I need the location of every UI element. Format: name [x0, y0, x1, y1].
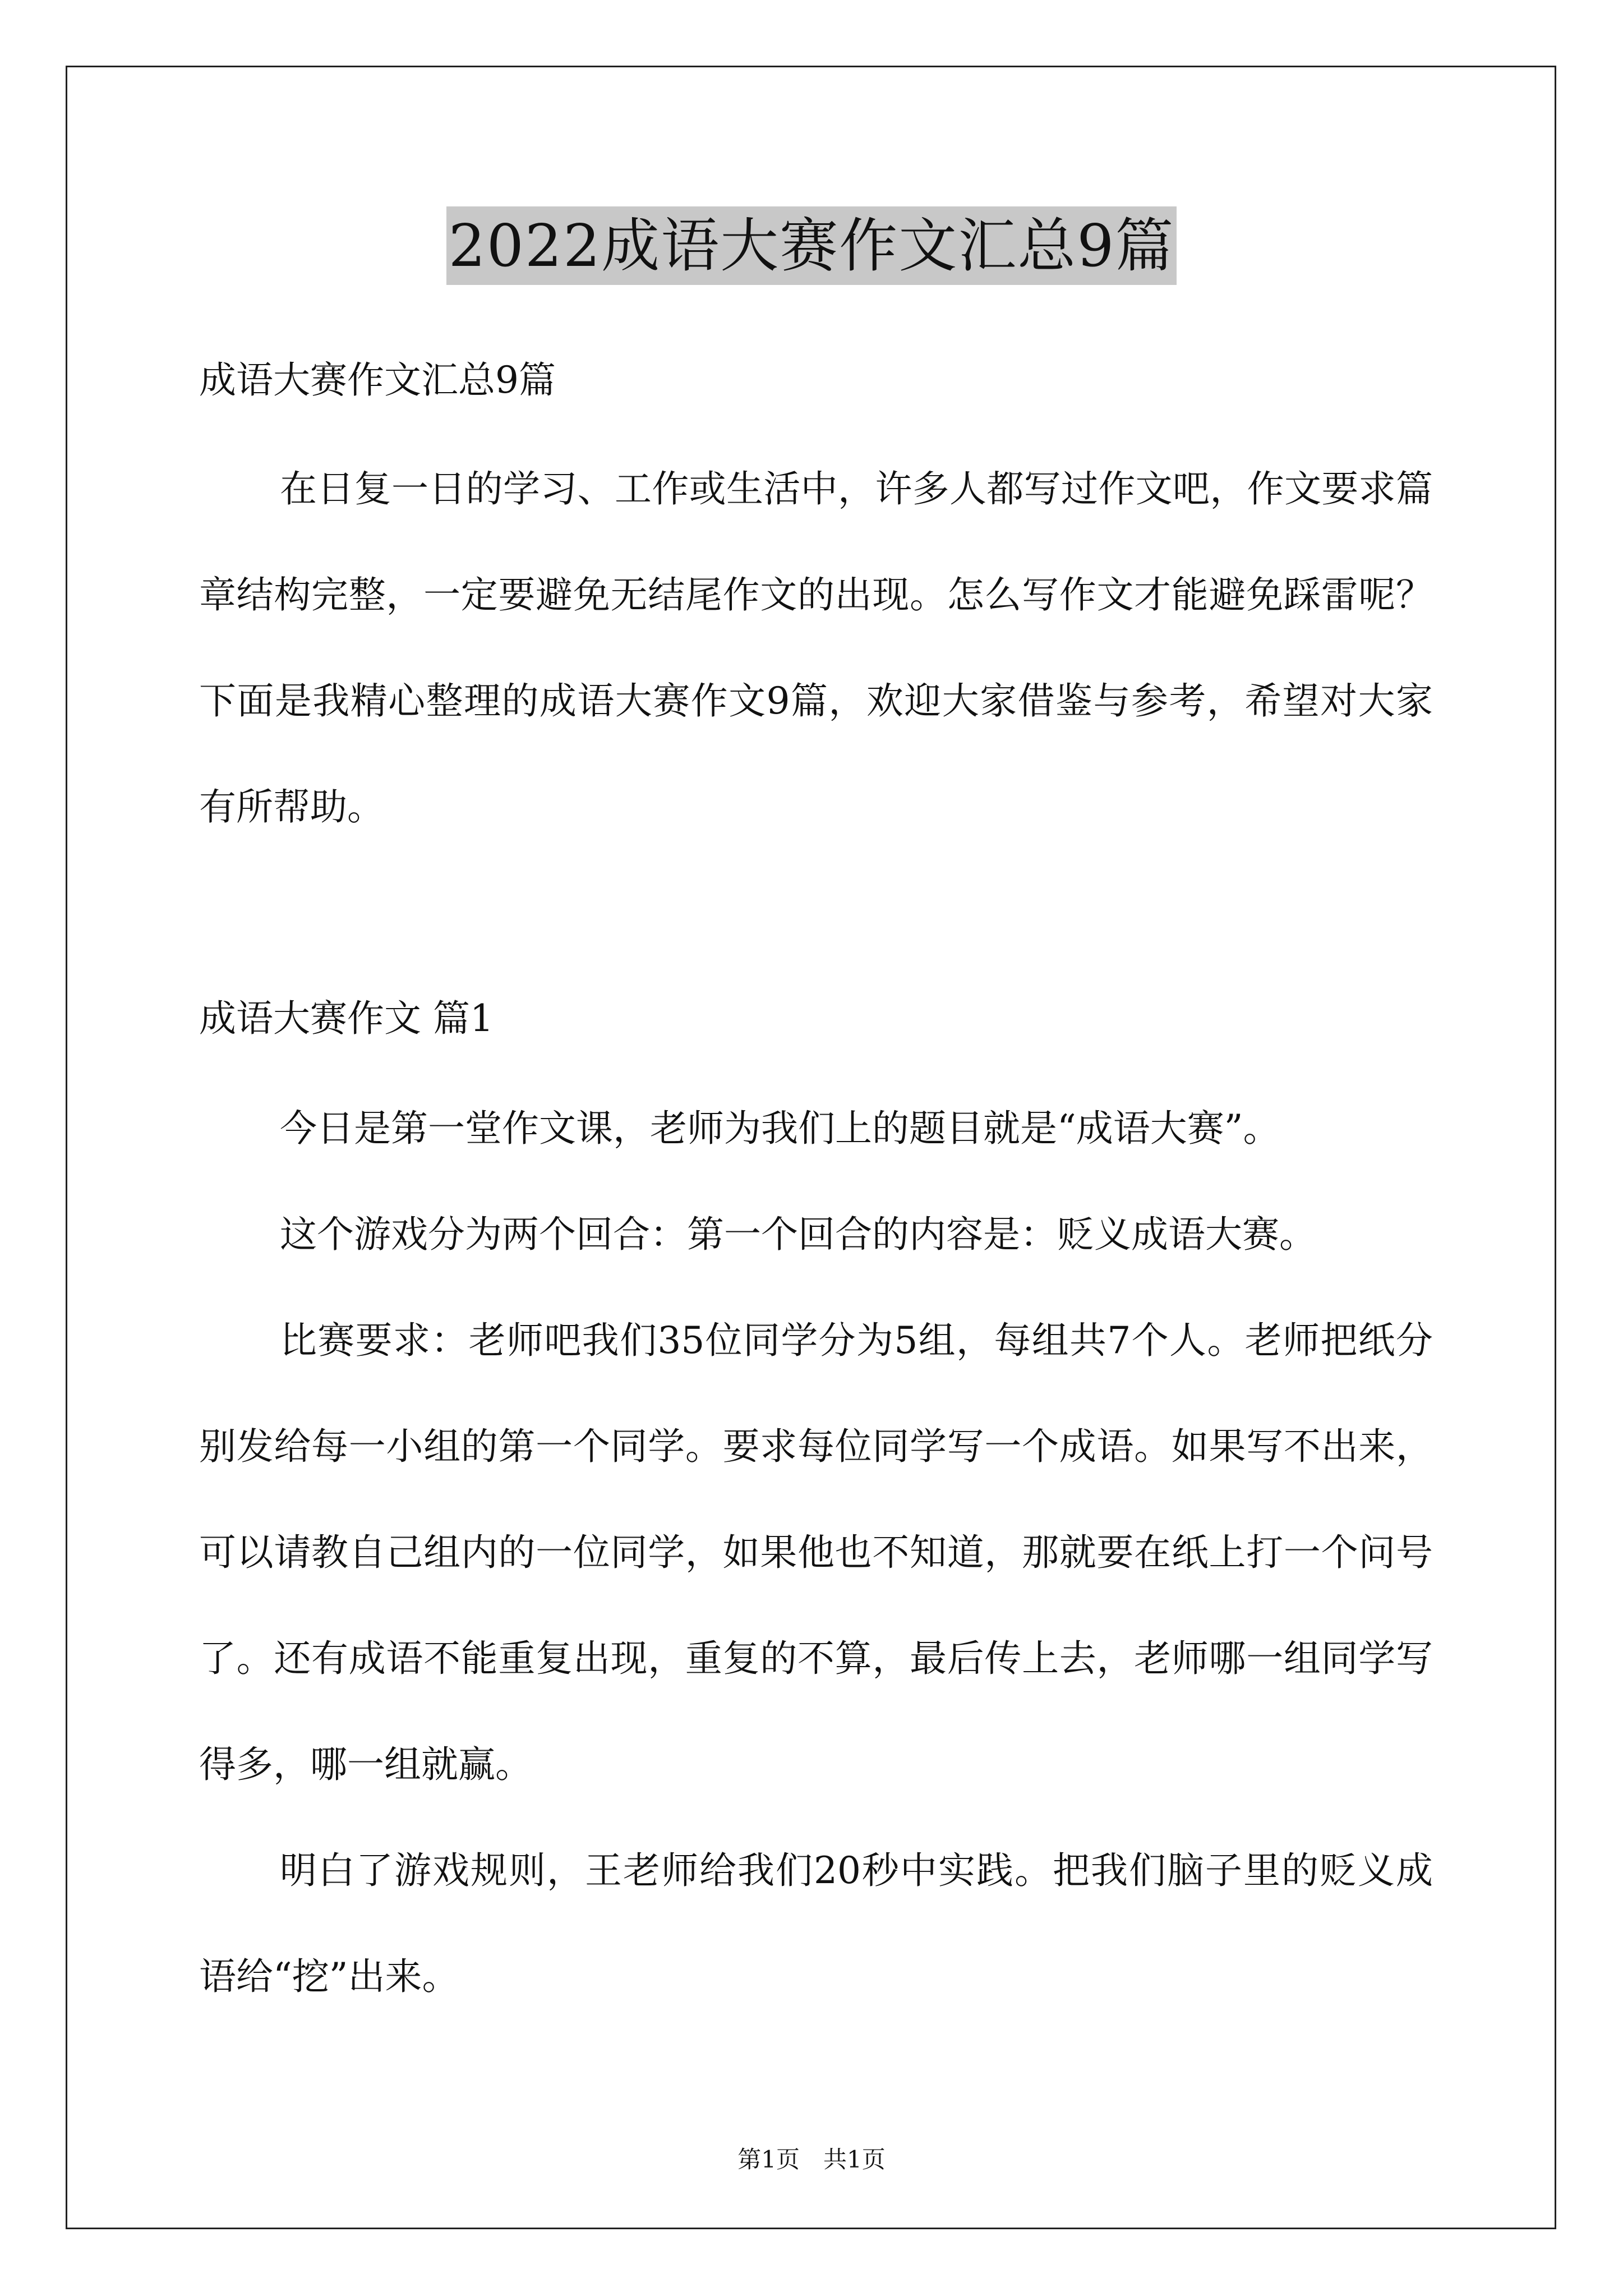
paragraph-2: 这个游戏分为两个回合：第一个回合的内容是：贬义成语大赛。 [280, 1213, 1316, 1256]
paragraph-4: 明白了游戏规则，王老师给我们20秒中实践。把我们脑子里的贬义成语给“挖”出来。 [199, 1849, 1433, 1998]
intro-paragraph: 在日复一日的学习、工作或生活中，许多人都写过作文吧，作文要求篇章结构完整，一定要避免无结尾作文的出现。怎么写作文才能避免踩雷呢？下面是我精心整理的成语大赛作文9篇，欢迎大家借鉴与参考，希望对大家有所帮助。 [199, 467, 1433, 829]
document-subtitle: 成语大赛作文汇总9篇 [199, 358, 556, 402]
paragraph-1: 今日是第一堂作文课，老师为我们上的题目就是“成语大赛”。 [280, 1107, 1280, 1150]
page-footer: 第1页 共1页 [737, 2146, 886, 2173]
document-title: 2022成语大赛作文汇总9篇 [446, 206, 1177, 285]
paragraph-3: 比赛要求：老师吧我们35位同学分为5组，每组共7个人。老师把纸分别发给每一小组的第一个同学。要求每位同学写一个成语。如果写不出来，可以请教自己组内的一位同学，如果他也不知道，那就要在纸上打一个问号了。还有成语不能重复出现，重复的不算，最后传上去，老师哪一组同学写得多，哪一组就赢。 [199, 1319, 1433, 1786]
title-container [0, 206, 1623, 285]
section-heading: 成语大赛作文 篇1 [199, 997, 494, 1040]
